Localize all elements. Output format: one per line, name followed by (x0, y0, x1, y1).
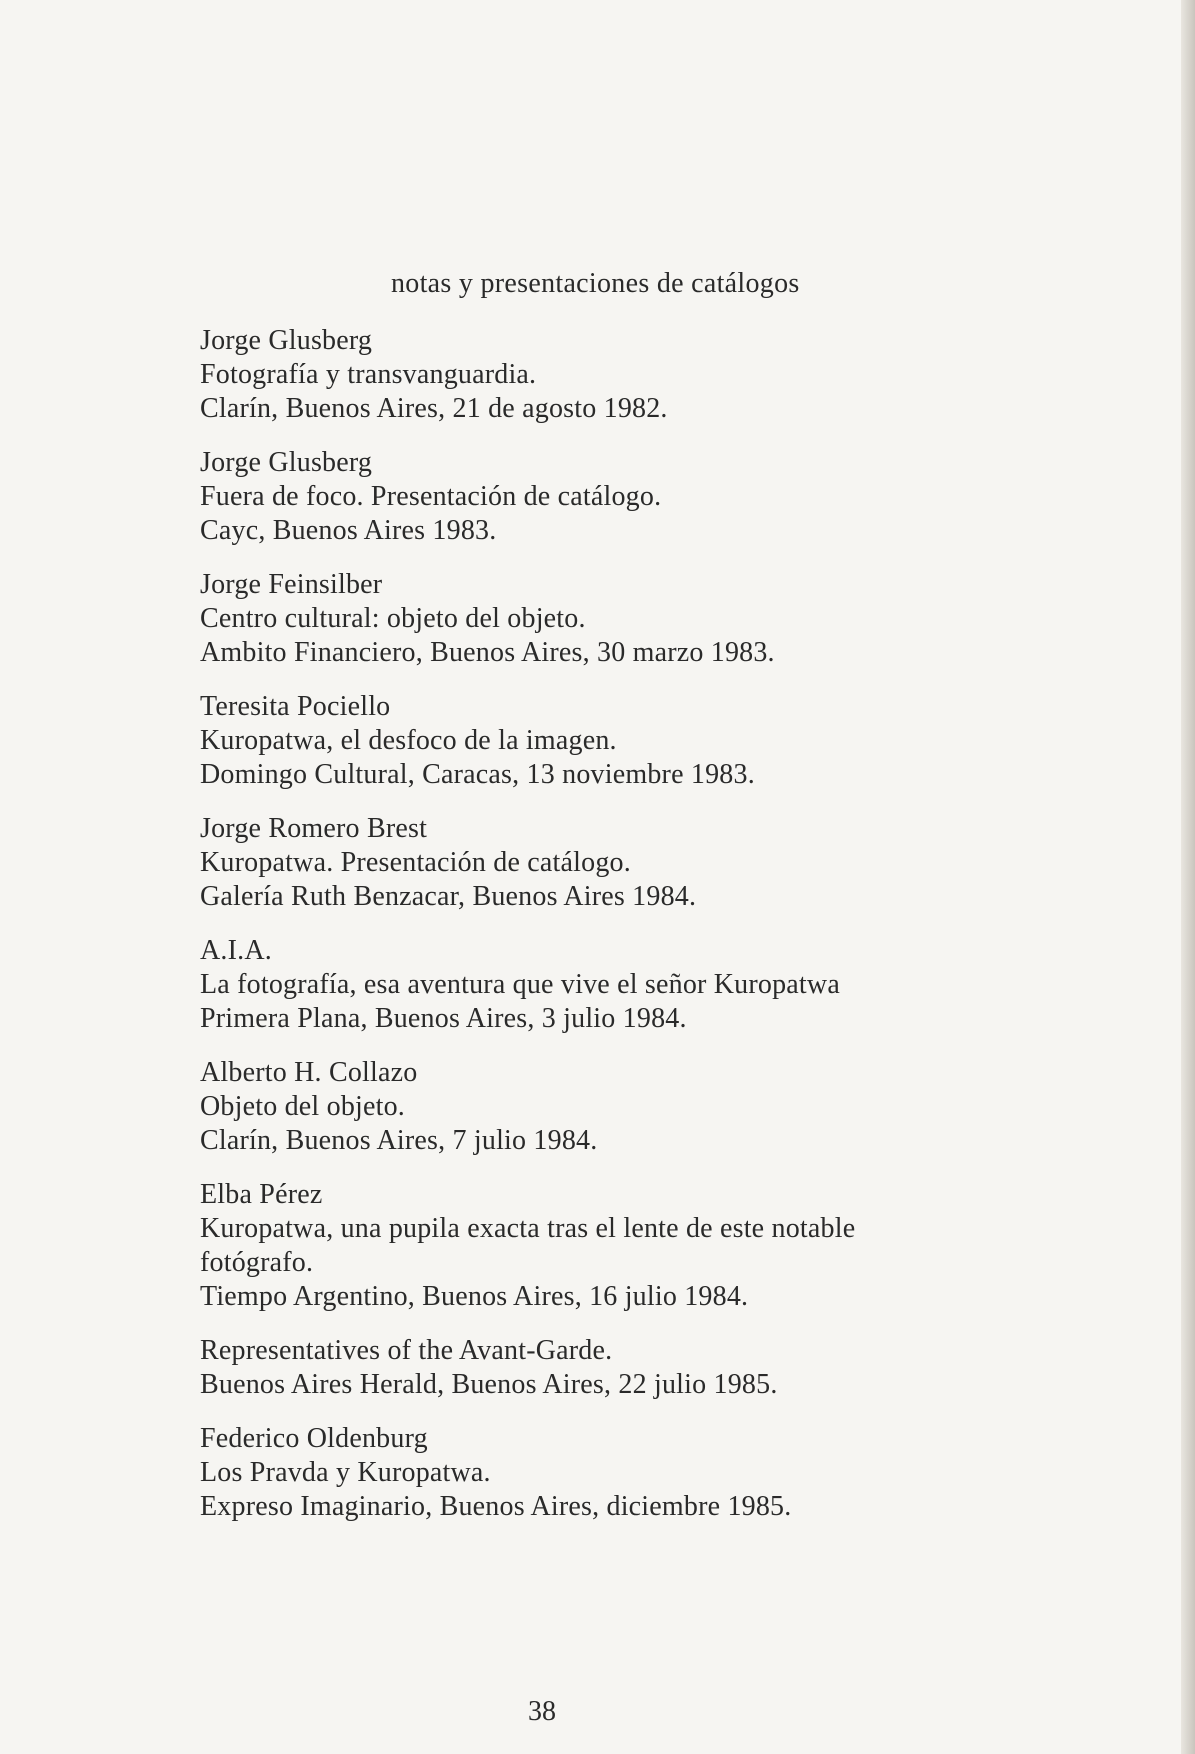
bibliography-entry (200, 446, 960, 548)
entry-title: Objeto del objeto. (200, 1091, 406, 1122)
entry-source: Domingo Cultural, Caracas, 13 noviembre 1983. (200, 759, 755, 790)
bibliography-entry (200, 1178, 960, 1314)
entry-author: Jorge Romero Brest (200, 813, 428, 844)
entry-author: Elba Pérez (200, 1179, 323, 1210)
entry-author: Alberto H. Collazo (200, 1057, 418, 1088)
bibliography-entry (200, 690, 960, 792)
entry-title: Representatives of the Avant-Garde. (200, 1335, 613, 1366)
entry-source: Ambito Financiero, Buenos Aires, 30 marzo 1983. (200, 637, 775, 668)
entry-title: Kuropatwa, una pupila exacta tras el lente de este notable fotógrafo. (200, 1213, 856, 1278)
bibliography-entry (200, 568, 960, 670)
bibliography-entry (200, 1056, 960, 1158)
entry-source: Clarín, Buenos Aires, 7 julio 1984. (200, 1125, 598, 1156)
entry-source: Primera Plana, Buenos Aires, 3 julio 1984. (200, 1003, 687, 1034)
section-title: notas y presentaciones de catálogos (391, 268, 800, 299)
entry-author: Jorge Feinsilber (200, 569, 383, 600)
entry-author: Jorge Glusberg (200, 447, 373, 478)
page-edge (1181, 0, 1195, 1754)
entry-author: Federico Oldenburg (200, 1423, 428, 1454)
entry-source: Tiempo Argentino, Buenos Aires, 16 julio 1984. (200, 1281, 749, 1312)
entry-title: La fotografía, esa aventura que vive el señor Kuropatwa (200, 969, 840, 1000)
bibliography-entry (200, 324, 960, 426)
entry-author: Teresita Pociello (200, 691, 391, 722)
entry-source: Galería Ruth Benzacar, Buenos Aires 1984. (200, 881, 697, 912)
bibliography-entry (200, 812, 960, 914)
entry-source: Clarín, Buenos Aires, 21 de agosto 1982. (200, 393, 668, 424)
entry-title: Los Pravda y Kuropatwa. (200, 1457, 491, 1488)
bibliography-entry (200, 1334, 960, 1402)
entry-source: Buenos Aires Herald, Buenos Aires, 22 julio 1985. (200, 1369, 778, 1400)
entry-title: Fuera de foco. Presentación de catálogo. (200, 481, 662, 512)
entry-title: Kuropatwa, el desfoco de la imagen. (200, 725, 617, 756)
bibliography-list (200, 324, 960, 1544)
entry-title: Fotografía y transvanguardia. (200, 359, 537, 390)
entry-source: Expreso Imaginario, Buenos Aires, diciembre 1985. (200, 1491, 792, 1522)
bibliography-entry (200, 1422, 960, 1524)
entry-author: Jorge Glusberg (200, 325, 373, 356)
entry-title: Centro cultural: objeto del objeto. (200, 603, 586, 634)
page-number: 38 (528, 1696, 556, 1727)
entry-author: A.I.A. (200, 935, 272, 966)
entry-source: Cayc, Buenos Aires 1983. (200, 515, 497, 546)
bibliography-entry (200, 934, 960, 1036)
entry-title: Kuropatwa. Presentación de catálogo. (200, 847, 631, 878)
